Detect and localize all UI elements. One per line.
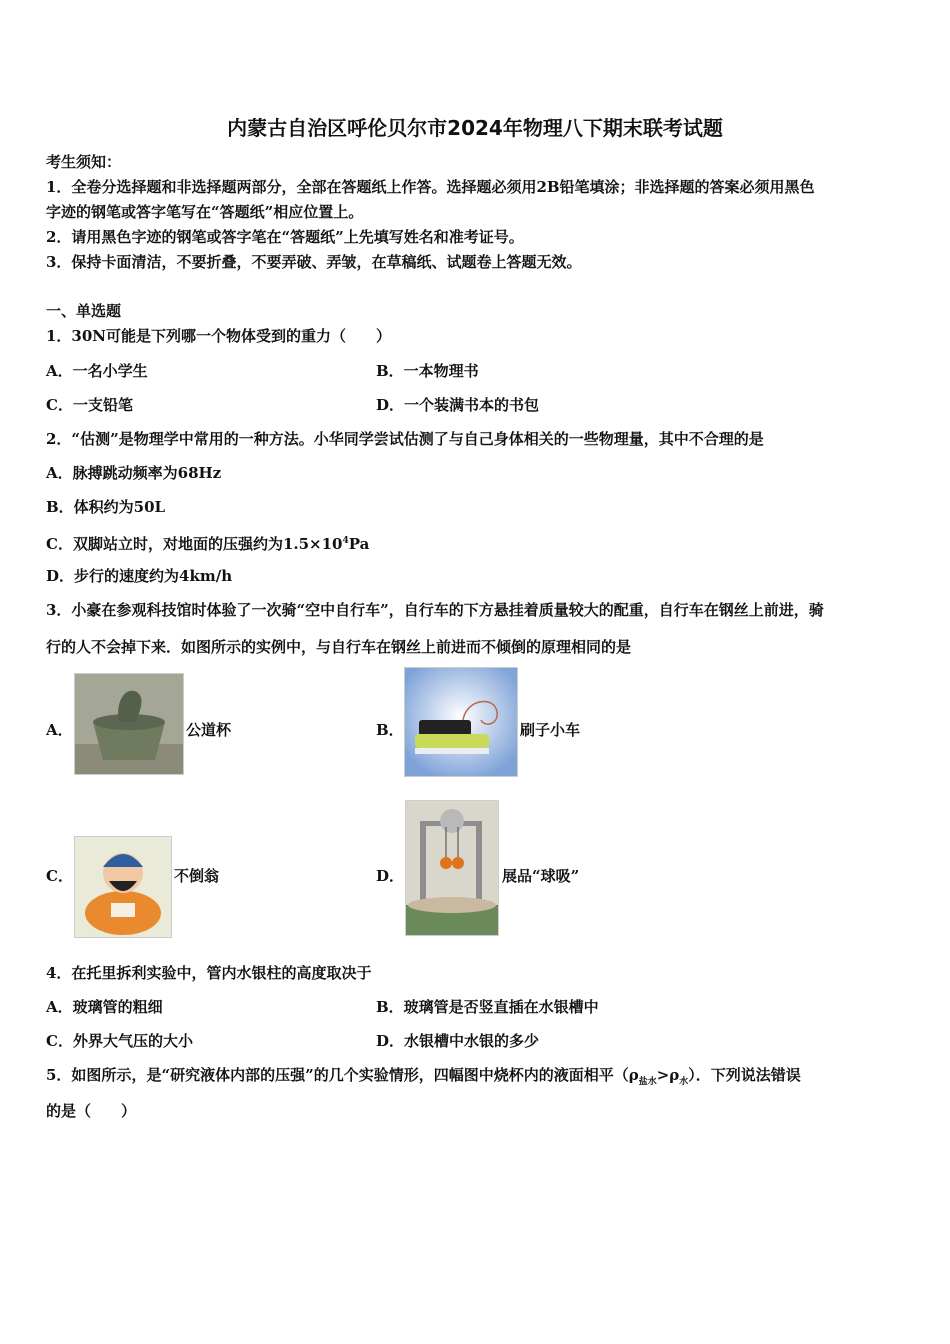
q2-option-b: B．体积约为50L — [46, 498, 166, 516]
tumbler-doll-image — [74, 836, 172, 938]
q1-option-d: D．一个装满书本的书包 — [376, 396, 540, 414]
q4-option-a: A．玻璃管的粗细 — [46, 998, 163, 1016]
ball-suction-exhibit-image — [405, 800, 499, 936]
q2-option-a: A．脉搏跳动频率为68Hz — [46, 464, 222, 482]
q4-option-b: B．玻璃管是否竖直插在水银槽中 — [376, 998, 599, 1016]
brush-car-image — [404, 667, 518, 777]
q1-option-b: B．一本物理书 — [376, 362, 479, 380]
q3-option-b-text: 刷子小车 — [520, 721, 581, 739]
gongdao-cup-image — [74, 673, 184, 775]
q3-option-d-text: 展品“球吸” — [502, 867, 580, 885]
question-5-stem-cont: 的是（ ） — [46, 1102, 137, 1120]
q2-option-d: D．步行的速度约为4km/h — [46, 567, 233, 585]
q4-option-c: C．外界大气压的大小 — [46, 1032, 193, 1050]
notice-item: 2．请用黑色字迹的钢笔或答字笔在“答题纸”上先填写姓名和准考证号。 — [46, 228, 524, 246]
q3-option-d-label: D． — [376, 867, 405, 885]
question-1-stem: 1．30N可能是下列哪一个物体受到的重力（ ） — [46, 327, 392, 345]
question-3-stem: 3．小豪在参观科技馆时体验了一次骑“空中自行车”，自行车的下方悬挂着质量较大的配重，自行车在钢丝上前进，骑 — [46, 601, 824, 619]
q1-option-c: C．一支铅笔 — [46, 396, 133, 414]
question-2-stem: 2．“估测”是物理学中常用的一种方法。小华同学尝试估测了与自己身体相关的一些物理量，其中不合理的是 — [46, 430, 764, 448]
q3-option-c-text: 不倒翁 — [174, 867, 220, 885]
q4-option-d: D．水银槽中水银的多少 — [376, 1032, 540, 1050]
page-title: 内蒙古自治区呼伦贝尔市2024年物理八下期末联考试题 — [227, 116, 723, 140]
notice-item: 3．保持卡面清洁，不要折叠，不要弄破、弄皱，在草稿纸、试题卷上答题无效。 — [46, 253, 582, 271]
question-3-stem-cont: 行的人不会掉下来．如图所示的实例中，与自行车在钢丝上前进而不倾倒的原理相同的是 — [46, 638, 632, 656]
notice-item: 字迹的钢笔或答字笔写在“答题纸”相应位置上。 — [46, 203, 364, 221]
question-4-stem: 4．在托里拆利实验中，管内水银柱的高度取决于 — [46, 964, 372, 982]
q1-option-a: A．一名小学生 — [46, 362, 148, 380]
question-5-stem: 5．如图所示，是“研究液体内部的压强”的几个实验情形，四幅图中烧杯内的液面相平$(\rho_{盐水}>\rho_水)$．下列说法错误 — [46, 1066, 801, 1087]
q3-option-b-label: B． — [376, 721, 404, 739]
q3-option-a-label: A． — [46, 721, 73, 739]
notice-item: 1．全卷分选择题和非选择题两部分，全部在答题纸上作答。选择题必须用2B铅笔填涂；非选择题的答案必须用黑色 — [46, 178, 815, 196]
section-heading: 一、单选题 — [46, 302, 122, 320]
q3-option-a-text: 公道杯 — [186, 721, 232, 739]
q3-option-c-label: C． — [46, 867, 73, 885]
notice-heading: 考生须知： — [46, 153, 122, 171]
q2-option-c: C．双脚站立时，对地面的压强约为$1.5\times 10^4Pa$ — [46, 535, 370, 553]
